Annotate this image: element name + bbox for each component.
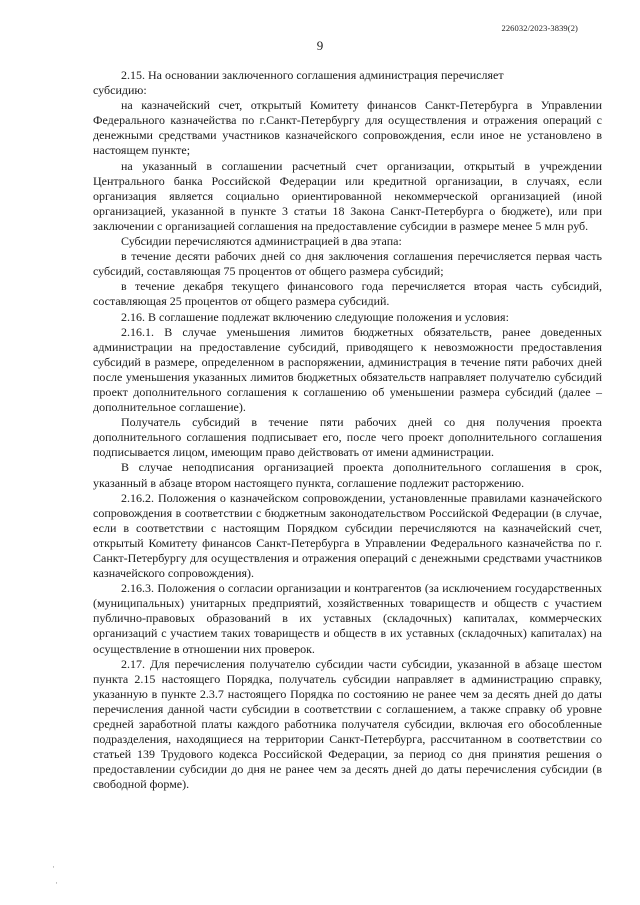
paragraph-first-stage: в течение десяти рабочих дней со дня заключения соглашения перечисляется первая часть субсидий, составляющая 75 процентов от общего размера субсидий; (93, 249, 602, 279)
paragraph-2-16-1: 2.16.1. В случае уменьшения лимитов бюджетных обязательств, ранее доведенных администрации на предоставление субсидий, приводящего к невозможности предоставления субсидий в размере, определенном в распоряжении, администрация в течение пяти рабочих дней после уменьшения указанных лимитов бюджетных обязательств направляет получателю субсидий проект дополнительного соглашения к соглашению об уменьшении размера субсидий (далее – дополнительное соглашение). (93, 324, 602, 415)
page-number: 9 (316, 38, 324, 53)
paragraph-treasury-account: на казначейский счет, открытый Комитету финансов Санкт-Петербурга в Управлении Федерального казначейства по г.Санкт-Петербургу для осуществления и отражения операций с денежными средствами участников казначейского сопровождения, если иное не установлено в настоящем пункте; (93, 98, 602, 158)
scan-artifact: · (55, 878, 58, 888)
paragraph-2-16-3: 2.16.3. Положения о согласии организации и контрагентов (за исключением государственных (муниципальных) унитарных предприятий, хозяйственных товариществ и обществ с участием публично-правовых образований в их уставных (складочных) капиталах, коммерческих организаций с участием таких товариществ и обществ в их уставных (складочных) капиталах) на осуществление в отношении них проверок. (93, 581, 602, 656)
paragraph-2-17: 2.17. Для перечисления получателю субсидии части субсидии, указанной в абзаце шестом пункта 2.15 настоящего Порядка, получатель субсидии направляет в администрацию справку, указанную в пункте 2.3.7 настоящего Порядка по состоянию не ранее чем за десять дней до даты перечисления данной части субсидии в соответствии с соглашением, а также справку об уровне средней заработной платы каждого работника получателя субсидии, включая его обособленные подразделения, находящиеся на территории Санкт-Петербурга, рассчитанном в соответствии со статьей 139 Трудового кодекса Российской Федерации, за период со дня принятия решения о предоставлении субсидии до дня не ранее чем за десять дней до даты перечисления субсидии (в свободной форме). (93, 656, 602, 792)
paragraph-2-15: 2.15. На основании заключенного соглашения администрация перечисляет (121, 68, 504, 82)
paragraph-second-stage: в течение декабря текущего финансового года перечисляется вторая часть субсидий, составляющая 25 процентов от общего размера субсидий. (93, 279, 602, 309)
document-body (93, 68, 602, 793)
document-registration-number: 226032/2023-3839(2) (501, 23, 578, 33)
paragraph-2-15-continuation: субсидию: (93, 83, 147, 98)
paragraph-two-stages: Субсидии перечисляются администрацией в два этапа: (121, 234, 402, 249)
paragraph-2-16: 2.16. В соглашение подлежат включению следующие положения и условия: (121, 309, 509, 324)
paragraph-recipient-signs: Получатель субсидий в течение пяти рабочих дней со дня получения проекта дополнительного соглашения подписывает его, после чего проект дополнительного соглашения подписывается лицом, имеющим право действовать от имени администрации. (93, 415, 602, 460)
paragraph-termination: В случае неподписания организацией проекта дополнительного соглашения в срок, указанный в абзаце втором настоящего пункта, соглашение подлежит расторжению. (93, 460, 602, 490)
paragraph-settlement-account: на указанный в соглашении расчетный счет организации, открытый в учреждении Центрального банка Российской Федерации или кредитной организации, в случаях, если организация является социально ориентированной некоммерческой организацией (иной организацией, указанной в пункте 3 статьи 18 Закона Санкт-Петербурга о бюджете), или при заключении с организацией соглашения на предоставление субсидии в размере менее 5 млн руб. (93, 158, 602, 233)
scan-artifact: · (52, 862, 55, 872)
paragraph-2-16-2: 2.16.2. Положения о казначейском сопровождении, установленные правилами казначейского сопровождения в соответствии с бюджетным законодательством Российской Федерации (в случае, если в соответствии с настоящим Порядком субсидии перечисляются на казначейский счет, открытый Комитету финансов Санкт-Петербурга в Управлении Федерального казначейства по г. Санкт-Петербургу для осуществления и отражения операций с денежными средствами участников казначейского сопровождения). (93, 490, 602, 581)
